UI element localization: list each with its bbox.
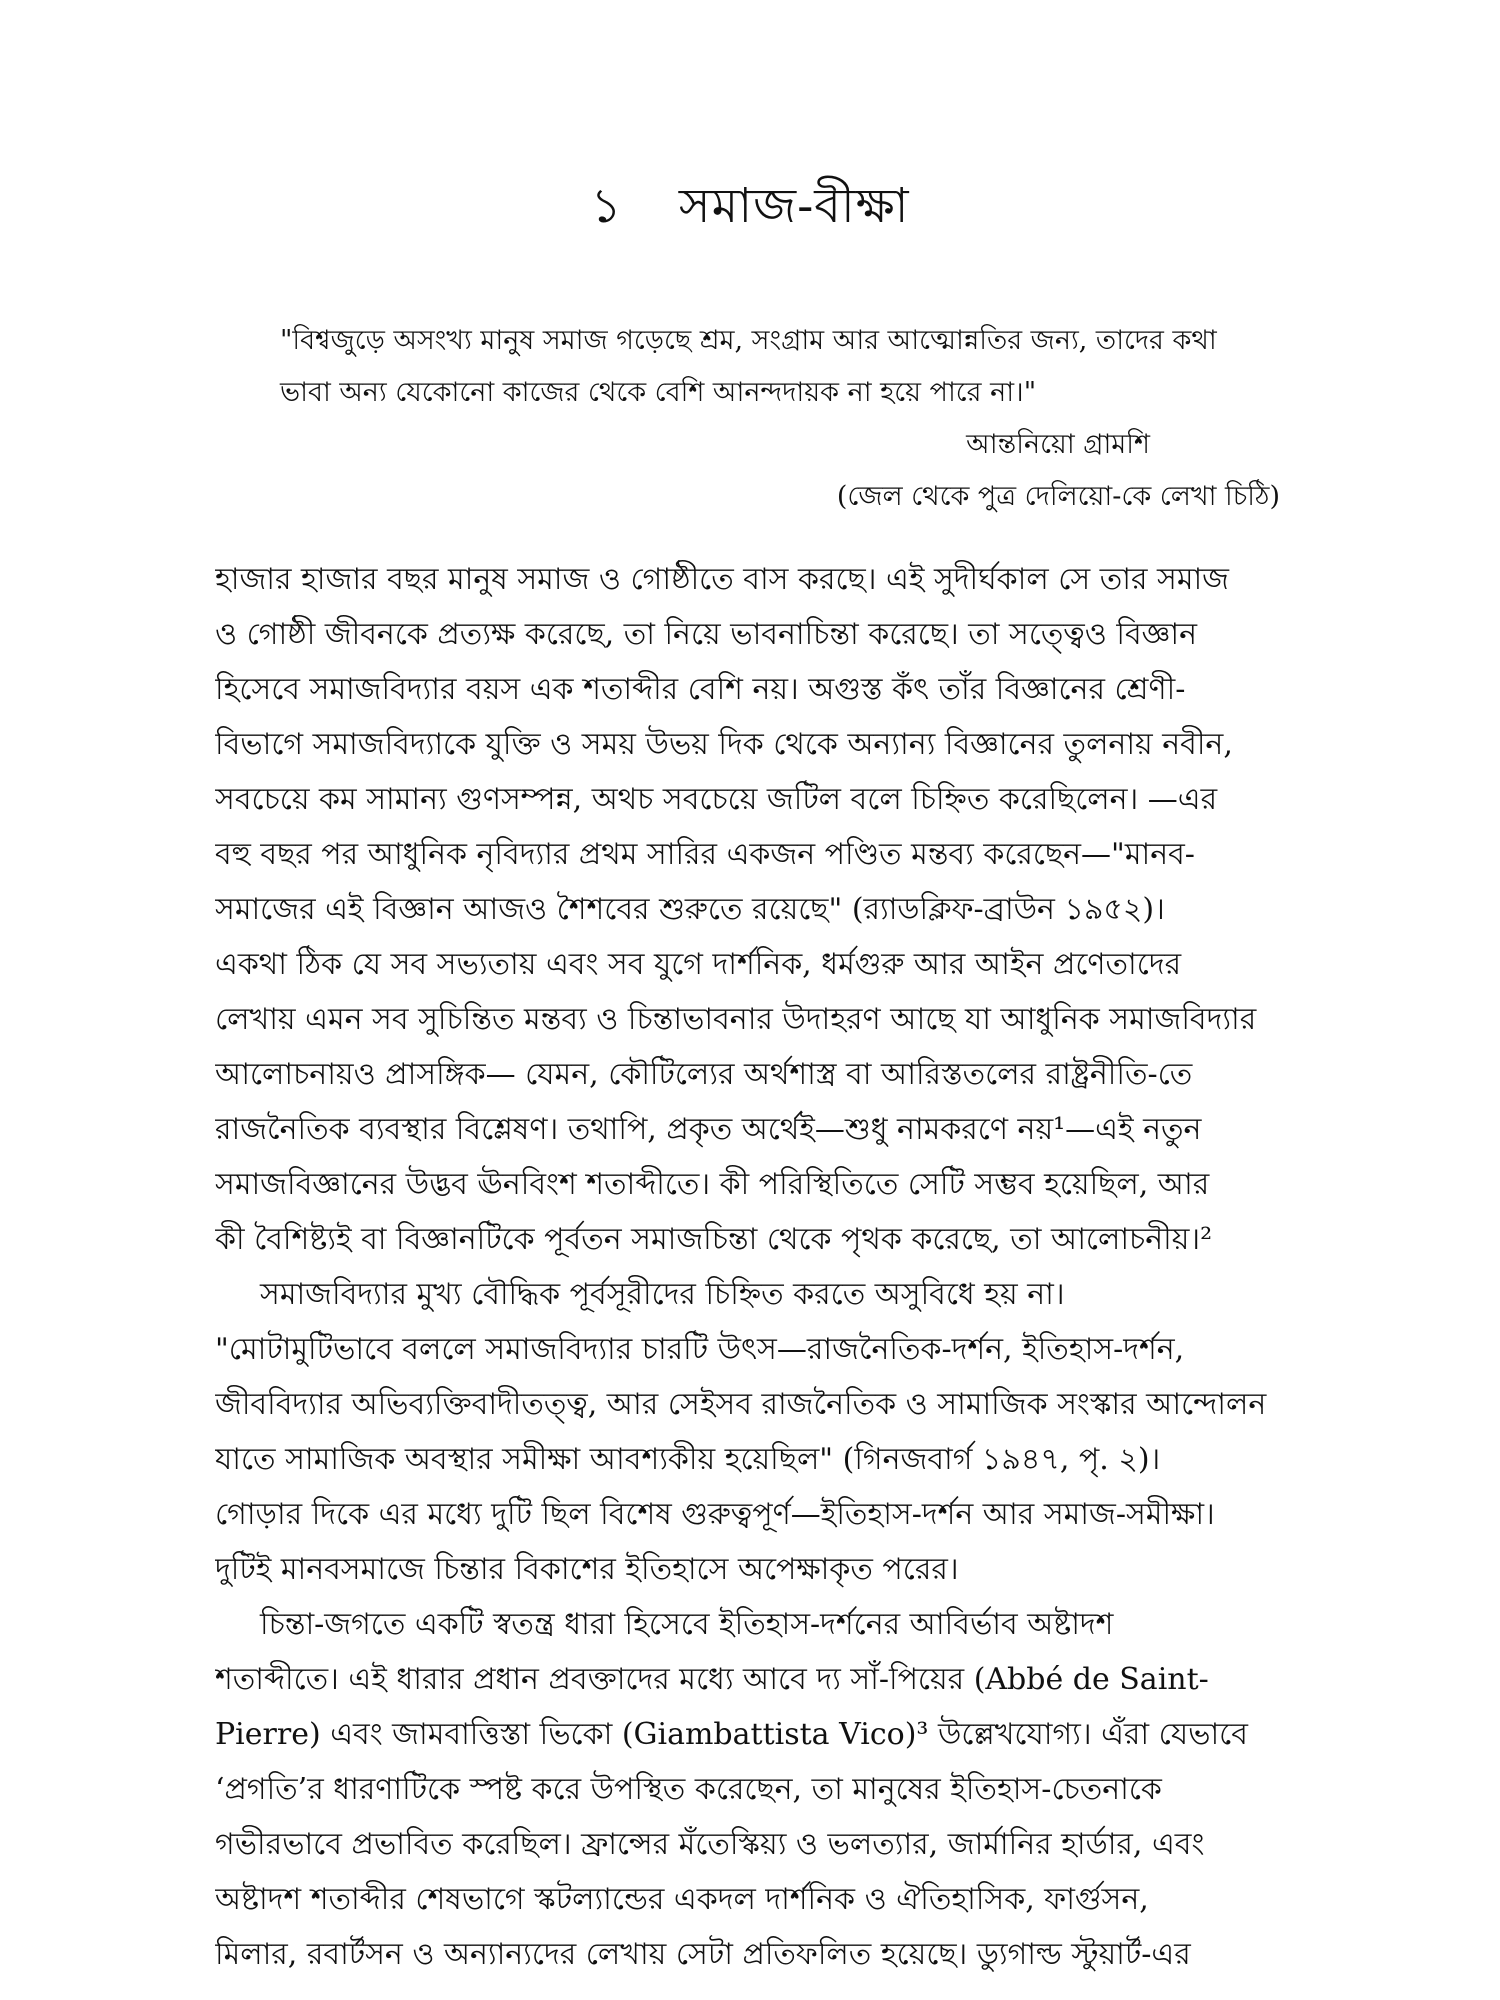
body-line: একথা ঠিক যে সব সভ্যতায় এবং সব যুগে দার্শনিক, ধর্মগুরু আর আইন প্রণেতাদের — [215, 947, 1182, 982]
epigraph-source: (জেল থেকে পুত্র দেলিয়ো-কে লেখা চিঠি) — [836, 481, 1280, 512]
body-line: যাতে সামাজিক অবস্থার সমীক্ষা আবশ্যকীয় হয়েছিল" (গিনজবার্গ ১৯৪৭, পৃ. ২)। — [215, 1442, 1161, 1477]
body-line: "মোটামুটিভাবে বললে সমাজবিদ্যার চারটি উৎস—রাজনৈতিক-দর্শন, ইতিহাস-দর্শন, — [215, 1332, 1185, 1367]
chapter-heading — [0, 170, 1500, 249]
epigraph-line: ভাবা অন্য যেকোনো কাজের থেকে বেশি আনন্দদায়ক না হয়ে পারে না।" — [280, 377, 1037, 408]
body-line: গভীরভাবে প্রভাবিত করেছিল। ফ্রান্সের মঁতেস্কিয়্য ও ভলত্যার, জার্মানির হার্ডার, এবং — [215, 1827, 1205, 1862]
body-line: শতাব্দীতে। এই ধারার প্রধান প্রবক্তাদের মধ্যে আবে দ্য সাঁ-পিয়ের (Abbé de Saint- — [215, 1662, 1209, 1697]
body-line: রাজনৈতিক ব্যবস্থার বিশ্লেষণ। তথাপি, প্রকৃত অর্থেই—শুধু নামকরণে নয়¹—এই নতুন — [215, 1112, 1202, 1147]
body-line: জীববিদ্যার অভিব্যক্তিবাদীতত্ত্ব, আর সেইসব রাজনৈতিক ও সামাজিক সংস্কার আন্দোলন — [215, 1387, 1267, 1422]
body-line: বিভাগে সমাজবিদ্যাকে যুক্তি ও সময় উভয় দিক থেকে অন্যান্য বিজ্ঞানের তুলনায় নবীন, — [215, 727, 1233, 762]
body-line: মিলার, রবার্টসন ও অন্যান্যদের লেখায় সেটা প্রতিফলিত হয়েছে। ড্যুগাল্ড স্টুয়ার্ট-এর — [215, 1937, 1191, 1972]
body-line: সমাজবিজ্ঞানের উদ্ভব ঊনবিংশ শতাব্দীতে। কী পরিস্থিতিতে সেটি সম্ভব হয়েছিল, আর — [215, 1167, 1210, 1202]
body-line: কী বৈশিষ্ট্যই বা বিজ্ঞানটিকে পূর্বতন সমাজচিন্তা থেকে পৃথক করেছে, তা আলোচনীয়।² — [215, 1222, 1213, 1257]
body-line: ‘প্রগতি’র ধারণাটিকে স্পষ্ট করে উপস্থিত করেছেন, তা মানুষের ইতিহাস-চেতনাকে — [215, 1772, 1162, 1807]
epigraph-line: "বিশ্বজুড়ে অসংখ্য মানুষ সমাজ গড়েছে শ্রম, সংগ্রাম আর আত্মোন্নতির জন্য, তাদের কথা — [280, 325, 1217, 356]
body-line: সমাজের এই বিজ্ঞান আজও শৈশবের শুরুতে রয়েছে" (র‍্যাডক্লিফ-ব্রাউন ১৯৫২)। — [215, 892, 1165, 927]
epigraph-author: আন্তনিয়ো গ্রামশি — [966, 429, 1150, 460]
body-line: Pierre) এবং জামবাত্তিস্তা ভিকো (Giambattista Vico)³ উল্লেখযোগ্য। এঁরা যেভাবে — [215, 1717, 1248, 1752]
body-line: হিসেবে সমাজবিদ্যার বয়স এক শতাব্দীর বেশি নয়। অগুস্ত কঁৎ তাঁর বিজ্ঞানের শ্রেণী- — [215, 672, 1186, 707]
body-line: চিন্তা-জগতে একটি স্বতন্ত্র ধারা হিসেবে ইতিহাস-দর্শনের আবির্ভাব অষ্টাদশ — [260, 1607, 1114, 1642]
epigraph — [280, 315, 1280, 523]
body-line: গোড়ার দিকে এর মধ্যে দুটি ছিল বিশেষ গুরুত্বপূর্ণ—ইতিহাস-দর্শন আর সমাজ-সমীক্ষা। — [215, 1497, 1215, 1532]
body-line: দুটিই মানবসমাজে চিন্তার বিকাশের ইতিহাসে অপেক্ষাকৃত পরের। — [215, 1552, 959, 1587]
body-line: ও গোষ্ঠী জীবনকে প্রত্যক্ষ করেছে, তা নিয়ে ভাবনাচিন্তা করেছে। তা সত্ত্বেও বিজ্ঞান — [215, 617, 1197, 652]
body-line: অষ্টাদশ শতাব্দীর শেষভাগে স্কটল্যান্ডের একদল দার্শনিক ও ঐতিহাসিক, ফার্গুসন, — [215, 1882, 1149, 1917]
body-line: বহু বছর পর আধুনিক নৃবিদ্যার প্রথম সারির একজন পণ্ডিত মন্তব্য করেছেন—"মানব- — [215, 837, 1195, 872]
body-text — [215, 552, 1285, 1982]
body-line: সবচেয়ে কম সামান্য গুণসম্পন্ন, অথচ সবচেয়ে জটিল বলে চিহ্নিত করেছিলেন। —এর — [215, 782, 1218, 817]
chapter-title: সমাজ-বীক্ষা — [678, 178, 910, 234]
body-line: আলোচনায়ও প্রাসঙ্গিক— যেমন, কৌটিল্যের অর্থশাস্ত্র বা আরিস্ততলের রাষ্ট্রনীতি-তে — [215, 1057, 1193, 1092]
body-line: সমাজবিদ্যার মুখ্য বৌদ্ধিক পূর্বসূরীদের চিহ্নিত করতে অসুবিধে হয় না। — [260, 1277, 1065, 1312]
chapter-number: ১ — [590, 178, 623, 234]
body-line: লেখায় এমন সব সুচিন্তিত মন্তব্য ও চিন্তাভাবনার উদাহরণ আছে যা আধুনিক সমাজবিদ্যার — [215, 1002, 1257, 1037]
body-line: হাজার হাজার বছর মানুষ সমাজ ও গোষ্ঠীতে বাস করছে। এই সুদীর্ঘকাল সে তার সমাজ — [215, 562, 1230, 597]
